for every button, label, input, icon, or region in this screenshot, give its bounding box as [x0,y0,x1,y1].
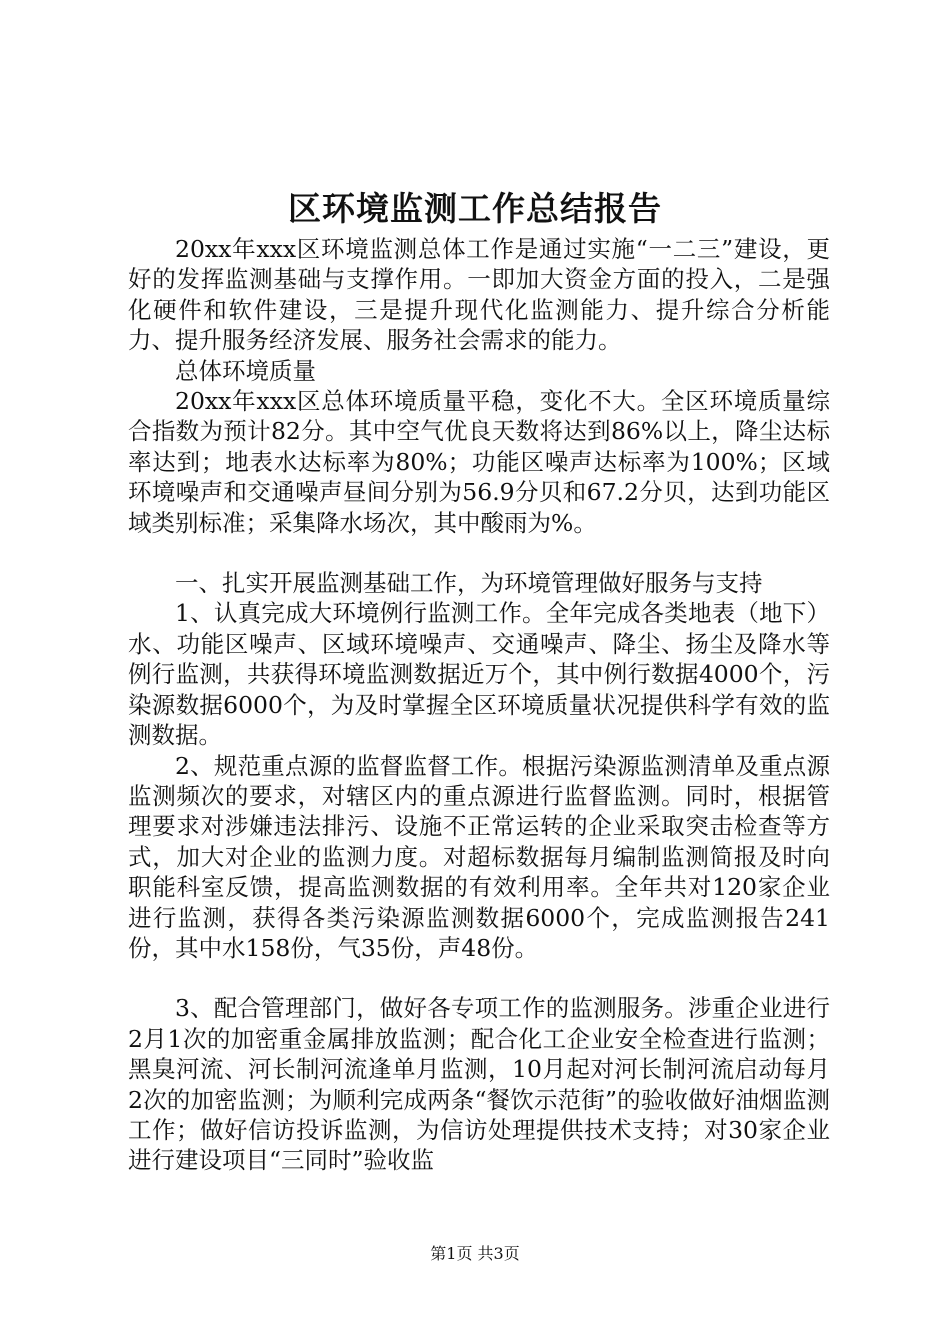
intro-paragraph: 20xx年xxx区环境监测总体工作是通过实施“一二三”建设，更好的发挥监测基础与支撑作用。一即加大资金方面的投入，二是强化硬件和软件建设，三是提升现代化监测能力、提升综合分析能力、提升服务经济发展、服务社会需求的能力。 [128,235,830,355]
special-monitoring-paragraph: 3、配合管理部门，做好各专项工作的监测服务。涉重企业进行2月1次的加密重金属排放监测；配合化工企业安全检查进行监测；黑臭河流、河长制河流逢单月监测，10月起对河长制河流启动每月2次的加密监测；为顺利完成两条“餐饮示范街”的验收做好油烟监测工作；做好信访投诉监测，为信访处理提供技术支持；对30家企业进行建设项目“三同时”验收监 [128,994,830,1175]
routine-monitoring-paragraph: 1、认真完成大环境例行监测工作。全年完成各类地表（地下）水、功能区噪声、区域环境噪声、交通噪声、降尘、扬尘及降水等例行监测，共获得环境监测数据近万个，其中例行数据4000个，污染源数据6000个，为及时掌握全区环境质量状况提供科学有效的监测数据。 [128,599,830,750]
page-number: 第1页 共3页 [430,1244,520,1263]
document-body [128,234,830,1176]
document-title: 区环境监测工作总结报告 [288,189,662,228]
section-heading-monitoring-work: 一、扎实开展监测基础工作，为环境管理做好服务与支持 [175,569,763,598]
environment-quality-paragraph: 20xx年xxx区总体环境质量平稳，变化不大。全区环境质量综合指数为预计82分。其中空气优良天数将达到86%以上，降尘达标率达到；地表水达标率为80%；功能区噪声达标率为100%；区域环境噪声和交通噪声昼间分别为56.9分贝和67.2分贝，达到功能区域类别标准；采集降水场次，其中酸雨为%。 [128,387,830,537]
section-heading-environment-quality: 总体环境质量 [175,356,316,385]
key-source-monitoring-paragraph: 2、规范重点源的监督监督工作。根据污染源监测清单及重点源监测频次的要求，对辖区内的重点源进行监督监测。同时，根据管理要求对涉嫌违法排污、设施不正常运转的企业采取突击检查等方式，加大对企业的监测力度。对超标数据每月编制监测简报及时向职能科室反馈，提高监测数据的有效利用率。全年共对120家企业进行监测，获得各类污染源监测数据6000个，完成监测报告241份，其中水158份，气35份，声48份。 [128,751,830,962]
